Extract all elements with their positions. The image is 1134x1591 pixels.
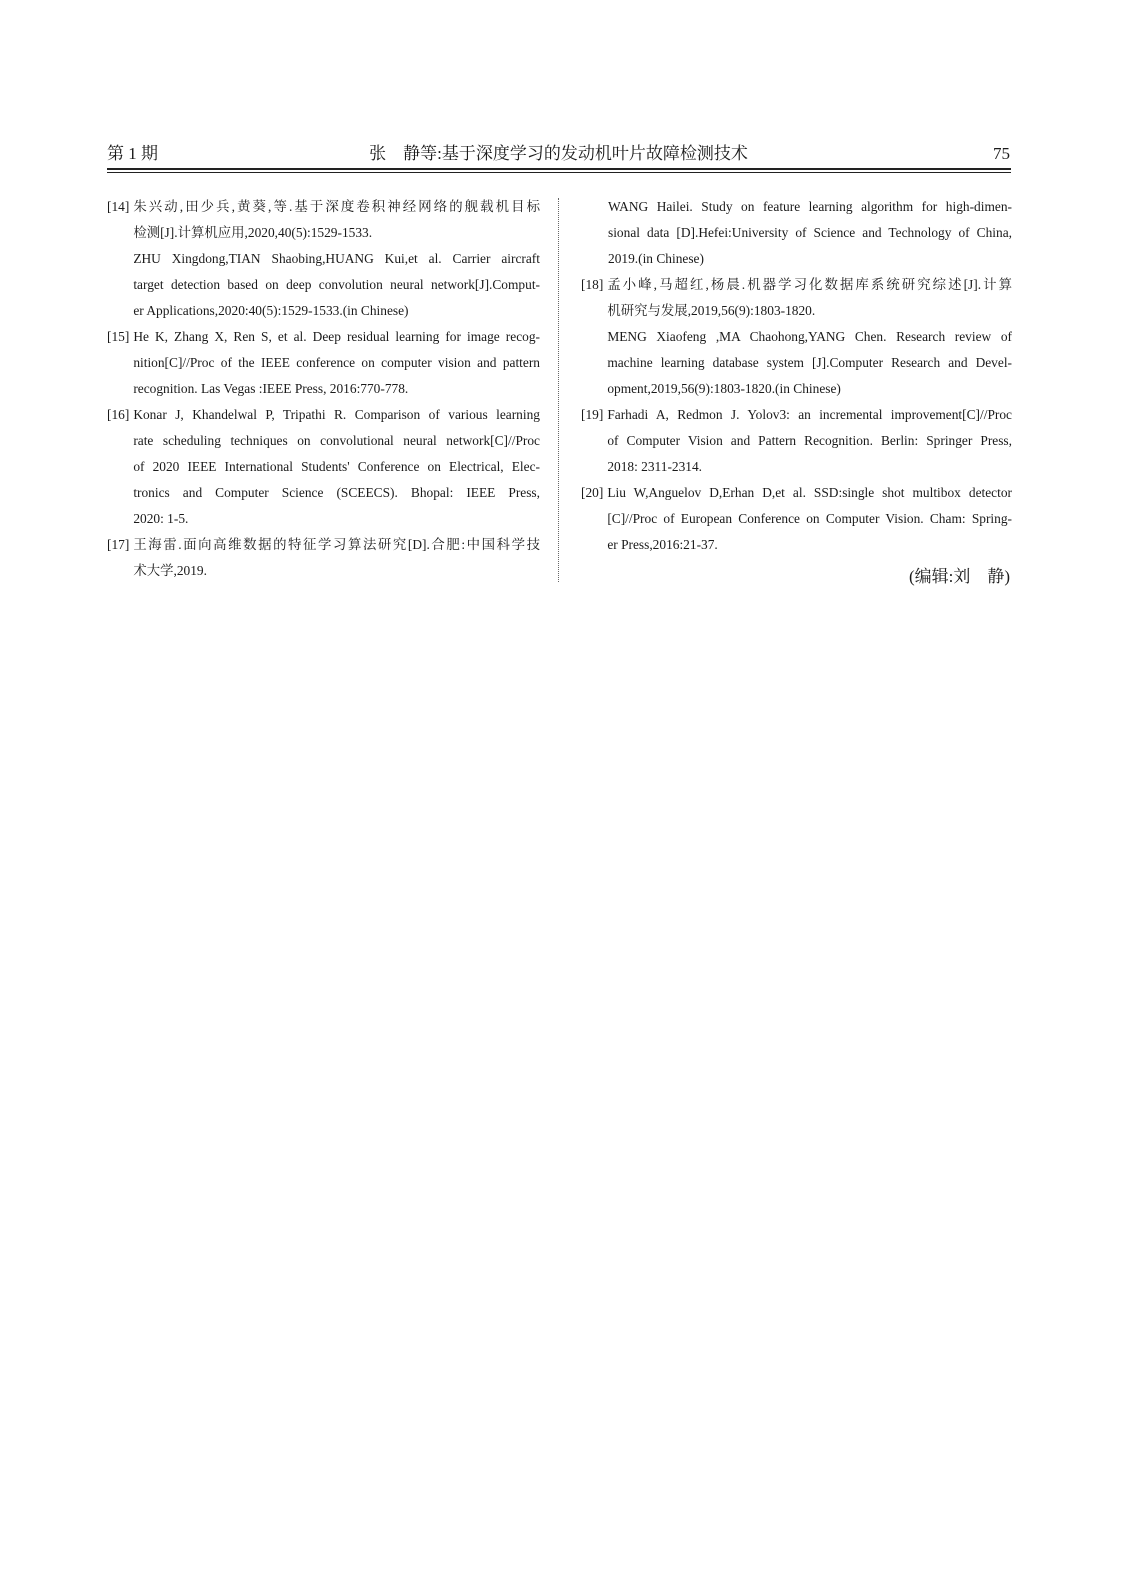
header-rule-thin (107, 172, 1011, 173)
reference-18 (581, 272, 1012, 402)
references-left-column (107, 194, 540, 584)
reference-line: 机研究与发展,2019,56(9):1803-1820. (607, 303, 816, 318)
reference-line: er Press,2016:21-37. (607, 537, 718, 552)
reference-line: 孟小峰,马超红,杨晨.机器学习化数据库系统研究综述[J].计算 (607, 277, 1012, 292)
reference-line: tronics and Computer Science (SCEECS). Bhopal: IEEE Press, (133, 485, 540, 500)
references-right-column (581, 194, 1012, 590)
reference-19 (581, 402, 1012, 480)
reference-line: 王海雷.面向高维数据的特征学习算法研究[D].合肥:中国科学技 (133, 537, 540, 552)
reference-number: [19] (581, 407, 604, 422)
reference-line: 检测[J].计算机应用,2020,40(5):1529-1533. (133, 225, 373, 240)
reference-line: of 2020 IEEE International Students' Conference on Electrical, Elec- (133, 459, 540, 474)
page-number: 75 (993, 144, 1010, 163)
reference-16 (107, 402, 540, 532)
reference-14 (107, 194, 540, 324)
reference-number: [18] (581, 277, 604, 292)
reference-line: He K, Zhang X, Ren S, et al. Deep residual learning for image recog- (133, 329, 540, 344)
reference-15 (107, 324, 540, 402)
reference-20 (581, 480, 1012, 558)
editor-note: (编辑:刘 静) (908, 567, 1010, 586)
reference-line: 2018: 2311-2314. (607, 459, 703, 474)
reference-line: Konar J, Khandelwal P, Tripathi R. Comparison of various learning (133, 407, 540, 422)
reference-17 (107, 532, 540, 584)
reference-line: nition[C]//Proc of the IEEE conference on computer vision and pattern (133, 355, 540, 370)
reference-line: Farhadi A, Redmon J. Yolov3: an incremental improvement[C]//Proc (607, 407, 1012, 422)
reference-number: [14] (107, 199, 130, 214)
reference-line: 2020: 1-5. (133, 511, 189, 526)
reference-line: Liu W,Anguelov D,Erhan D,et al. SSD:single shot multibox detector (607, 485, 1012, 500)
reference-line: of Computer Vision and Pattern Recognition. Berlin: Springer Press, (607, 433, 1012, 448)
reference-number: [16] (107, 407, 130, 422)
running-title: 张 静等:基于深度学习的发动机叶片故障检测技术 (369, 144, 748, 163)
reference-line: sional data [D].Hefei:University of Science and Technology of China, (608, 225, 1012, 240)
reference-line: rate scheduling techniques on convolutional neural network[C]//Proc (133, 433, 540, 448)
reference-line: ZHU Xingdong,TIAN Shaobing,HUANG Kui,et al. Carrier aircraft (133, 251, 540, 266)
reference-line: 2019.(in Chinese) (608, 251, 704, 266)
reference-line: er Applications,2020:40(5):1529-1533.(in Chinese) (133, 303, 409, 318)
running-header (107, 142, 1010, 170)
reference-line: WANG Hailei. Study on feature learning algorithm for high-dimen- (608, 199, 1012, 214)
reference-line: MENG Xiaofeng ,MA Chaohong,YANG Chen. Research review of (607, 329, 1012, 344)
reference-number: [20] (581, 485, 604, 500)
reference-line: 术大学,2019. (133, 563, 207, 578)
column-divider (558, 198, 559, 582)
reference-line: recognition. Las Vegas :IEEE Press, 2016:770-778. (133, 381, 409, 396)
reference-line: opment,2019,56(9):1803-1820.(in Chinese) (607, 381, 841, 396)
issue-label: 第 1 期 (107, 144, 158, 163)
reference-line: [C]//Proc of European Conference on Computer Vision. Cham: Spring- (607, 511, 1012, 526)
reference-number: [15] (107, 329, 130, 344)
reference-line: machine learning database system [J].Computer Research and Devel- (607, 355, 1012, 370)
reference-line: 朱兴动,田少兵,黄葵,等.基于深度卷积神经网络的舰载机目标 (133, 199, 540, 214)
reference-17-continuation (581, 194, 1012, 272)
reference-number: [17] (107, 537, 130, 552)
reference-line: target detection based on deep convolution neural network[J].Comput- (133, 277, 540, 292)
header-rule-thick (107, 168, 1011, 170)
